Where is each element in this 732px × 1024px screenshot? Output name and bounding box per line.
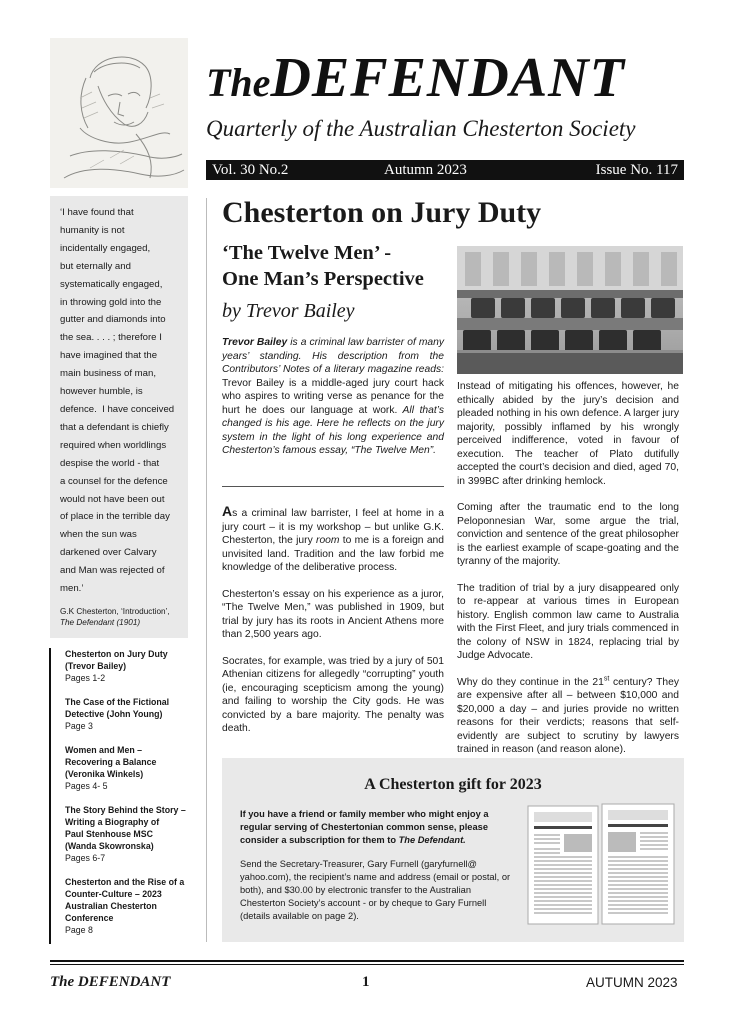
article-column-1	[222, 505, 444, 749]
quote-attribution-author: G.K Chesterton, ‘Introduction’,	[60, 606, 170, 616]
paragraph-text: century? They are expensive after all – between $10,000 and $20,000 a day – and juries provide no written reasons for their verdicts; reasons that self-evidently are subject to scrutiny by lawyers trained in reason (and reason alone).	[457, 676, 679, 755]
issue-number-label: Issue No. 117	[595, 162, 678, 178]
contents-item-pages: Pages 6-7	[65, 853, 106, 863]
footer-page-number: 1	[362, 974, 370, 990]
gift-lead-emphasis: The Defendant.	[398, 835, 466, 845]
gift-body: Send the Secretary-Treasurer, Gary Furnell (garyfurnell@ yahoo.com), the recipient’s name and address (email or postal, or both), and $30.00 by electronic transfer to the Australian Chesterton Society’s account - or by cheque to Gary Furnell (details available on page 2).	[240, 859, 511, 921]
article-paragraph	[457, 676, 679, 757]
intro-divider	[222, 486, 444, 487]
masthead-title	[206, 46, 625, 110]
article-byline: by Trevor Bailey	[222, 300, 355, 322]
jury-box-photo	[457, 246, 683, 374]
article-intro	[222, 336, 444, 458]
intro-quote: Trevor Bailey is a middle-aged jury court hack who aspires to writing verse as penance for the hurt he does our language at work.	[222, 377, 444, 416]
contents-item[interactable]	[65, 648, 209, 684]
contents-item[interactable]	[65, 696, 209, 732]
paragraph-text: to me is a foreign and unvisited land. Tradition and the law forbid me knowledge of the deliberative process.	[222, 535, 444, 573]
masthead-title-the: The	[206, 60, 271, 105]
contents-item[interactable]	[65, 876, 209, 936]
contents-item-title: The Case of the Fictional Detective (John Young)	[65, 697, 170, 719]
contents-item-title: Chesterton on Jury Duty (Trevor Bailey)	[65, 649, 168, 671]
footer-publication-name: The DEFENDANT	[50, 974, 171, 990]
drop-cap: A	[222, 503, 233, 519]
chesterton-portrait-sketch	[50, 38, 188, 188]
gift-subscription-panel	[222, 758, 684, 942]
intro-text-c: All that’s changed is his age. Here he reflects on the jury system in the light of his long experience and Chesterton’s famous essay, “The Twelve Men”.	[222, 404, 444, 456]
contents-item-pages: Pages 1-2	[65, 673, 106, 683]
gift-lead-text: If you have a friend or family member who might enjoy a regular serving of Chestertonian common sense, please consider a subscription for them to	[240, 809, 489, 845]
footer-season: AUTUMN 2023	[586, 975, 678, 990]
article-paragraph: The tradition of trial by a jury disappeared only to re-appear at various times in European history. English common law came to Australia with the First Fleet, and jury trials commenced in the colony of NSW in 1824, replacing trial by Judge Advocate.	[457, 582, 679, 661]
paragraph-text: s a criminal law barrister, I feel at home in a jury court – it is my workshop – but unlike G.K. Chesterton, the jury	[222, 508, 444, 546]
quote-attribution-source: The Defendant (1901)	[60, 617, 141, 627]
contents-item-pages: Page 8	[65, 925, 93, 935]
masthead-title-main: DEFENDANT	[270, 47, 625, 109]
intro-text-a: is a criminal law barrister of many years’ standing. His description from the Contributors’ Notes of a literary magazine reads:	[222, 337, 445, 375]
contents-item[interactable]	[65, 804, 209, 864]
ordinal-suffix: st	[603, 675, 610, 683]
contents-item[interactable]	[65, 744, 209, 792]
masthead-subtitle: Quarterly of the Australian Chesterton Society	[206, 116, 636, 141]
quote-attribution	[60, 606, 182, 628]
sidebar-quote: ‘I have found that humanity is not incidentally engaged, but eternally and systematically engaged, in throwing gold into the gutter and diamonds into the sea. . . . ; therefore I have imagined that the main business of man, however humble, is defence. I have conceived that a defendant is chiefly required when worldlings despise the world - that a counsel for the defence would not have been out of place in the terrible day when the sun was darkened over Calvary and Man was rejected of men.’	[60, 207, 175, 595]
article-column-2	[457, 380, 679, 770]
newsletter-thumbnails	[526, 802, 676, 926]
intro-author-name: Trevor Bailey	[222, 337, 288, 348]
volume-label: Vol. 30 No.2	[212, 162, 289, 178]
article-paragraph: Socrates, for example, was tried by a jury of 501 Athenian citizens for allegedly “corrupting” youth (ie, encouraging scepticism among the young) and failing to worship the City gods. He was convicted by a bare majority. The penalty was death.	[222, 655, 444, 734]
contents-item-pages: Pages 4- 5	[65, 781, 108, 791]
contents-item-title: The Story Behind the Story – Writing a Biography of Paul Stenhouse MSC (Wanda Skowronska)	[65, 805, 186, 851]
gift-lead	[240, 808, 516, 847]
article-paragraph: Coming after the traumatic end to the long Peloponnesian War, some argue the trial, conviction and sentence of the great philosopher is the earliest example of scape-goating and the tyranny of the majority.	[457, 502, 679, 567]
contents-item-pages: Page 3	[65, 721, 93, 731]
article-paragraph: Chesterton’s essay on his experience as a juror, “The Twelve Men,” was published in 1909, but trial by jury has its roots in Ancient Athens more than 2,500 years ago.	[222, 588, 444, 640]
contents-list	[49, 648, 209, 944]
contents-item-title: Women and Men – Recovering a Balance (Veronika Winkels)	[65, 745, 157, 779]
footer-rule	[50, 960, 684, 962]
article-headline: Chesterton on Jury Duty	[222, 196, 542, 229]
sidebar-quote-box	[50, 196, 188, 638]
paragraph-text: Why do they continue in the 21	[457, 676, 604, 688]
article-paragraph: Instead of mitigating his offences, however, he ethically abided by the jury’s decision and pleaded nothing in his own defence. A larger jury majority, possibly inflamed by his wrongly perceived indifference, voted in favour of execution. The teacher of Plato dutifully accepted the court’s decision and died, aged 70, in 399BC after drinking hemlock.	[457, 381, 679, 487]
article-paragraph	[222, 505, 444, 575]
contents-item-title: Chesterton and the Rise of a Counter-Culture – 2023 Australian Chesterton Conference	[65, 877, 185, 923]
article-deck: ‘The Twelve Men’ - One Man’s Perspective	[222, 242, 424, 290]
paragraph-emphasis: room	[316, 535, 340, 546]
footer-rule	[50, 964, 684, 965]
issue-bar	[206, 160, 684, 180]
season-label: Autumn 2023	[384, 162, 467, 178]
gift-title: A Chesterton gift for 2023	[364, 776, 542, 793]
column-divider	[206, 198, 207, 942]
